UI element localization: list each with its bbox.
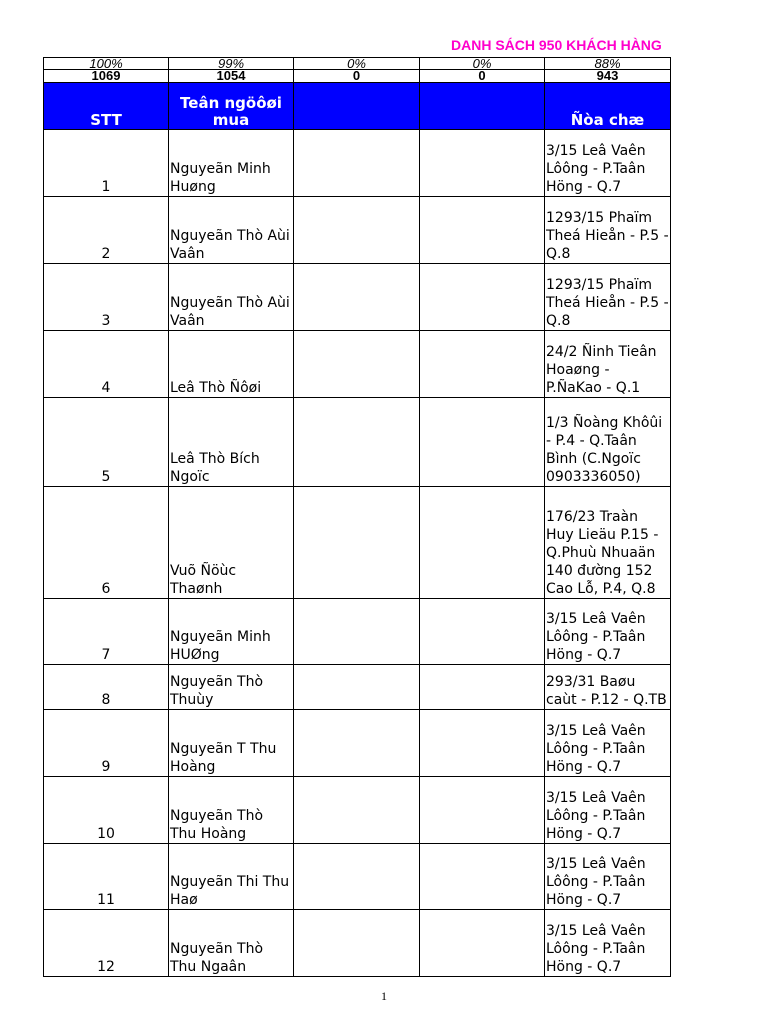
stt-cell[interactable]: 9	[44, 710, 169, 777]
empty-cell[interactable]	[294, 398, 420, 487]
address-cell[interactable]: 3/15 Leâ Vaên Lôông - P.Taân Höng - Q.7	[545, 844, 671, 910]
empty-cell[interactable]	[294, 599, 420, 665]
empty-cell[interactable]	[420, 599, 545, 665]
address-cell[interactable]: 3/15 Leâ Vaên Lôông - P.Taân Höng - Q.7	[545, 599, 671, 665]
header-empty[interactable]	[420, 83, 545, 130]
empty-cell[interactable]	[294, 130, 420, 197]
address-cell[interactable]: 1293/15 Phaïm Theá Hieån - P.5 - Q.8	[545, 264, 671, 331]
count-cell[interactable]: 1054	[169, 70, 294, 83]
name-cell[interactable]: Nguyeãn Minh Huøng	[169, 130, 294, 197]
name-cell[interactable]: Nguyeãn Thò Thuùy	[169, 665, 294, 710]
name-cell[interactable]: Nguyeãn Thò Thu Ngaân	[169, 910, 294, 977]
stt-cell[interactable]: 1	[44, 130, 169, 197]
table-row	[44, 331, 671, 398]
header-stt[interactable]: STT	[44, 83, 169, 130]
table-row	[44, 130, 671, 197]
empty-cell[interactable]	[294, 910, 420, 977]
name-cell[interactable]: Leâ Thò Bích Ngoïc	[169, 398, 294, 487]
empty-cell[interactable]	[294, 777, 420, 844]
header-row	[44, 83, 671, 130]
table-row	[44, 487, 671, 599]
count-cell[interactable]: 0	[294, 70, 420, 83]
table-row	[44, 665, 671, 710]
stt-cell[interactable]: 3	[44, 264, 169, 331]
address-cell[interactable]: 176/23 Traàn Huy Lieäu P.15 - Q.Phuù Nhuaän 140 đường 152 Cao Lỗ, P.4, Q.8	[545, 487, 671, 599]
empty-cell[interactable]	[420, 777, 545, 844]
address-cell[interactable]: 1293/15 Phaïm Theá Hieån - P.5 - Q.8	[545, 197, 671, 264]
empty-cell[interactable]	[294, 487, 420, 599]
percent-cell[interactable]: 100%	[44, 58, 169, 70]
count-cell[interactable]: 1069	[44, 70, 169, 83]
empty-cell[interactable]	[420, 331, 545, 398]
name-cell[interactable]: Nguyeãn Thò Aùi Vaân	[169, 264, 294, 331]
name-cell[interactable]: Leâ Thò Ñôøi	[169, 331, 294, 398]
count-cell[interactable]: 943	[545, 70, 671, 83]
address-cell[interactable]: 3/15 Leâ Vaên Lôông - P.Taân Höng - Q.7	[545, 777, 671, 844]
stt-cell[interactable]: 5	[44, 398, 169, 487]
empty-cell[interactable]	[420, 910, 545, 977]
name-cell[interactable]: Nguyeãn T Thu Hoàng	[169, 710, 294, 777]
header-empty[interactable]	[294, 83, 420, 130]
address-cell[interactable]: 3/15 Leâ Vaên Lôông - P.Taân Höng - Q.7	[545, 910, 671, 977]
percent-row	[44, 58, 671, 70]
table-row	[44, 264, 671, 331]
empty-cell[interactable]	[294, 197, 420, 264]
percent-cell[interactable]: 88%	[545, 58, 671, 70]
name-cell[interactable]: Nguyeãn Thò Aùi Vaân	[169, 197, 294, 264]
table-row	[44, 710, 671, 777]
stt-cell[interactable]: 2	[44, 197, 169, 264]
empty-cell[interactable]	[294, 710, 420, 777]
name-cell[interactable]: Vuõ Ñöùc Thaønh	[169, 487, 294, 599]
percent-cell[interactable]: 99%	[169, 58, 294, 70]
address-cell[interactable]: 24/2 Ñinh Tieân Hoaøng - P.ÑaKao - Q.1	[545, 331, 671, 398]
customer-table	[43, 57, 671, 977]
sheet-title: DANH SÁCH 950 KHÁCH HÀNG	[451, 37, 662, 53]
empty-cell[interactable]	[420, 130, 545, 197]
empty-cell[interactable]	[420, 487, 545, 599]
percent-cell[interactable]: 0%	[420, 58, 545, 70]
empty-cell[interactable]	[420, 264, 545, 331]
table-row	[44, 844, 671, 910]
stt-cell[interactable]: 12	[44, 910, 169, 977]
empty-cell[interactable]	[420, 844, 545, 910]
table-row	[44, 599, 671, 665]
page-number: 1	[381, 989, 387, 1003]
stt-cell[interactable]: 11	[44, 844, 169, 910]
header-name[interactable]: Teân ngöôøi mua	[169, 83, 294, 130]
empty-cell[interactable]	[420, 398, 545, 487]
name-cell[interactable]: Nguyeãn Thò Thu Hoàng	[169, 777, 294, 844]
stt-cell[interactable]: 6	[44, 487, 169, 599]
empty-cell[interactable]	[420, 197, 545, 264]
empty-cell[interactable]	[294, 264, 420, 331]
count-row	[44, 70, 671, 83]
name-cell[interactable]: Nguyeãn Thi Thu Haø	[169, 844, 294, 910]
percent-cell[interactable]: 0%	[294, 58, 420, 70]
table-row	[44, 197, 671, 264]
table-row	[44, 777, 671, 844]
stt-cell[interactable]: 7	[44, 599, 169, 665]
address-cell[interactable]: 3/15 Leâ Vaên Lôông - P.Taân Höng - Q.7	[545, 710, 671, 777]
header-address[interactable]: Ñòa chæ	[545, 83, 671, 130]
stt-cell[interactable]: 4	[44, 331, 169, 398]
empty-cell[interactable]	[420, 665, 545, 710]
table-row	[44, 398, 671, 487]
table-row	[44, 910, 671, 977]
stt-cell[interactable]: 8	[44, 665, 169, 710]
address-cell[interactable]: 1/3 Ñoàng Khôûi - P.4 - Q.Taân Bình (C.Ngoïc 0903336050)	[545, 398, 671, 487]
empty-cell[interactable]	[294, 844, 420, 910]
name-cell[interactable]: Nguyeãn Minh HUØng	[169, 599, 294, 665]
count-cell[interactable]: 0	[420, 70, 545, 83]
address-cell[interactable]: 3/15 Leâ Vaên Lôông - P.Taân Höng - Q.7	[545, 130, 671, 197]
empty-cell[interactable]	[420, 710, 545, 777]
empty-cell[interactable]	[294, 665, 420, 710]
empty-cell[interactable]	[294, 331, 420, 398]
address-cell[interactable]: 293/31 Baøu caùt - P.12 - Q.TB	[545, 665, 671, 710]
stt-cell[interactable]: 10	[44, 777, 169, 844]
